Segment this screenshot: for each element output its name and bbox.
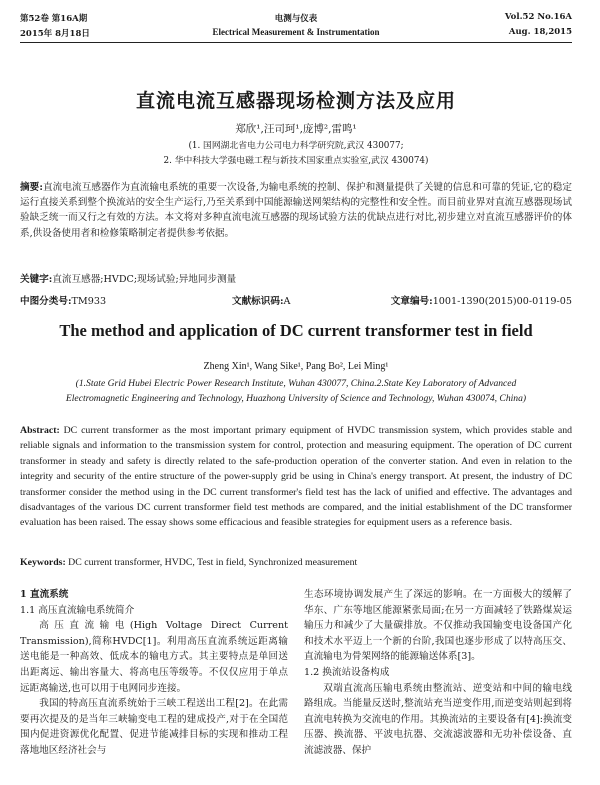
body-paragraph: 双端直流高压输电系统由整流站、逆变站和中间的输电线路组成。当能量反送时,整流站充当逆变作用,而逆变站则起到将直流电转换为交流电的作用。其换流站的主要设备有[4]:换流变压器、换流器、平波电抗器、交流滤波器和无功补偿设备、直流滤波器、保护 [304, 682, 572, 756]
date-cn: 2015年 8月18日 [20, 29, 90, 39]
article-number: 文章编号:1001-1390(2015)00-0119-05 [390, 296, 572, 307]
abstract-en-text: DC current transformer as the most important primary equipment of HVDC transmission system, which provides stable and reliable signals and information to the transmission system for control, protection and measuring equipment. The operation of DC current transformer in steady and safety is directly related to the safe-production operation of the converter station. And even in relation to the integrity and security of the entire structure of the power-supply grid be using in China's energy transport. At present, the industry of DC transformer consider the method using in the DC current transformer's field test has the lack of unified and effective. The advantages and disadvantages of the various DC current transformer field test methods are compared, and the initial establishment of the DC transformer evaluation has been raised. The essay shows some efficacious and feasible strategies for equipment users as a reference basis. [20, 425, 572, 529]
section-1-1-heading: 1.1 高压直流输电系统简介 [20, 604, 135, 616]
affiliation-cn-1: (1. 国网湖北省电力公司电力科学研究院,武汉 430077; [188, 141, 404, 151]
doc-code: 文献标识码:A [232, 296, 291, 307]
title-en: The method and application of DC current transformer test in field [59, 321, 533, 340]
title-cn: 直流电流互感器现场检测方法及应用 [135, 90, 456, 112]
affiliations-en [20, 376, 572, 406]
body-column-left [20, 587, 288, 759]
keywords-cn [20, 272, 572, 287]
section-1-heading: 1 直流系统 [20, 589, 69, 600]
abstract-en [20, 423, 572, 531]
class-number: 中图分类号:TM933 [20, 296, 107, 307]
volume-cn: 第52卷 第16A期 [20, 14, 88, 24]
abstract-cn-label: 摘要: [20, 182, 43, 193]
classification-row [20, 293, 572, 307]
authors-cn: 郑欣¹,汪司珂¹,庞博²,雷鸣¹ [235, 123, 357, 135]
affiliation-en-1: (1.State Grid Hubei Electric Power Research Institute, Wuhan 430077, China.2.State Key Laboratory of Advanced [75, 378, 517, 389]
keywords-en [20, 555, 572, 570]
keywords-cn-label: 关键字: [20, 274, 53, 285]
date-en: Aug. 18,2015 [508, 27, 572, 37]
keywords-en-label: Keywords: [20, 557, 66, 568]
body-paragraph: 高压直流输电(High Voltage Direct Current Transmission),简称HVDC[1]。利用高压直流系统远距离输送电能是一种高效、低成本的输电方式。其主要特点是单回送出距离远、输出容量大、将高电压等级等。不仅仅应用于单点远距离输送,也可以用于电网同步连接。 [20, 620, 288, 694]
authors-en: Zheng Xin¹, Wang Sike¹, Pang Bo², Lei Ming¹ [203, 361, 389, 372]
affiliation-en-2: Electromagnetic Engineering and Technology, Huazhong University of Science and Technology, Wuhan 430074, China) [65, 393, 527, 404]
keywords-cn-text: 直流互感器;HVDC;现场试验;异地同步测量 [52, 274, 237, 285]
abstract-cn [20, 180, 572, 241]
body-column-right [304, 587, 572, 759]
journal-en: Electrical Measurement & Instrumentation [212, 27, 380, 37]
header-rule [20, 42, 572, 43]
section-1-2-heading: 1.2 换流站设备构成 [304, 666, 390, 678]
abstract-en-label: Abstract: [20, 425, 60, 436]
body-paragraph: 生态环境协调发展产生了深远的影响。在一方面极大的缓解了华东、广东等地区能源紧张局面;在另一方面减轻了铁路煤炭运输压力和减少了大量碳排放。不仅推动我国输变电设备国产化和技术水平迈上一个新的台阶,我国也逐步形成了以特高压交、直流输电为骨架网络的能源输送体系[3]。 [304, 589, 572, 663]
body-paragraph: 我国的特高压直流系统始于三峡工程送出工程[2]。在此需要再次提及的是当年三峡输变电工程的建成投产,对于在全国范围内促进资源优化配置、促进节能减排目标的实现和推动工程落地地区经济社会与 [20, 698, 288, 756]
affiliation-cn-2: 2. 华中科技大学强电磁工程与新技术国家重点实验室,武汉 430074) [163, 156, 429, 166]
volume-en: Vol.52 No.16A [504, 12, 572, 22]
abstract-cn-text: 直流电流互感器作为直流输电系统的重要一次设备,为输电系统的控制、保护和测量提供了关键的信息和可靠的凭证,它的稳定运行直接关系到整个换流站的安全生产运行,乃至关系到中国能源输送网架结构的完整性和安全性。而目前业界对直流互感器现场试验缺乏统一而又行之有效的方法。本文将对多种直流电流互感器的现场试验方法的优缺点进行对比,初步建立对直流互感器评价的体系,供设备使用者和检修策略制定者提供参考依据。 [20, 182, 572, 239]
journal-cn: 电测与仪表 [274, 14, 318, 24]
keywords-en-text: DC current transformer, HVDC, Test in field, Synchronized measurement [68, 557, 358, 568]
